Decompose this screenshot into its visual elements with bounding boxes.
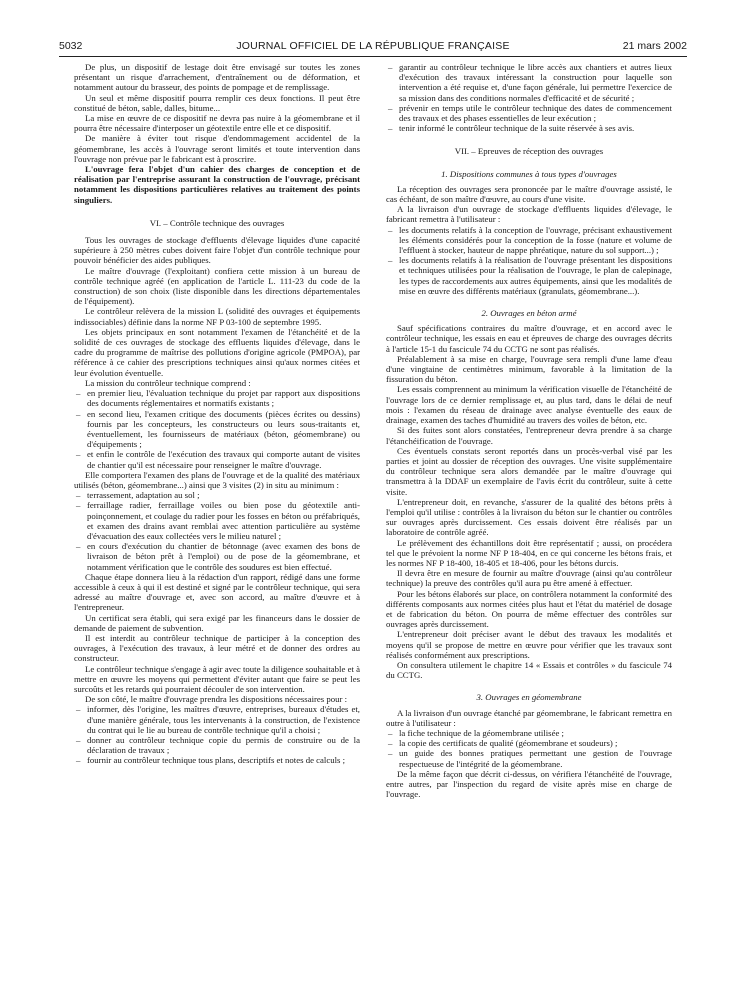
list-item: – fournir au contrôleur technique tous plans, descriptifs et notes de calculs ; bbox=[74, 755, 360, 765]
paragraph: Le prélèvement des échantillons doit être représentatif ; aussi, on procédera tel que le prévoient la norme NF P 18-404, en ce qui concerne les bétons frais, et les normes NF P 18-400, 18-405 et 18-406, pour les bétons durcis. bbox=[386, 537, 672, 568]
paragraph: Si des fuites sont alors constatées, l'entrepreneur devra prendre à sa charge l'étanchéification de l'ouvrage. bbox=[386, 425, 672, 446]
paragraph: Pour les bétons élaborés sur place, on contrôlera notamment la conformité des différents composants aux normes citées plus haut et l'état du matériel de dosage et de fabrication du béton. On pourra de même effectuer des contrôles sur ouvrages après durcissement. bbox=[386, 588, 672, 630]
header-rule bbox=[59, 56, 687, 57]
list-item: – ferraillage radier, ferraillage voiles ou bien pose du géotextile anti-poinçonnement, et coulage du radier pour les fosses en béton ou préfabriqués, et examen des drains avant remblai avec attention particulière au système d'évacuation des eaux collectées vers le milieu naturel ; bbox=[74, 500, 360, 541]
paragraph: De plus, un dispositif de lestage doit être envisagé sur toutes les zones présentant un risque d'arrachement, d'entraînement ou de déformation, et notamment autour du brasseur, des points de pompage et de remplissage. bbox=[74, 62, 360, 93]
paragraph: Il devra être en mesure de fournir au maître d'ouvrage (ainsi qu'au contrôleur technique) la preuve des contrôles qu'il aura pu être amené à effectuer. bbox=[386, 568, 672, 589]
right-column bbox=[386, 62, 672, 799]
paragraph: A la livraison d'un ouvrage de stockage d'effluents liquides d'élevage, le fabricant remettra à l'utilisateur : bbox=[386, 204, 672, 225]
paragraph: L'entrepreneur doit, en revanche, s'assurer de la qualité des bétons prêts à l'emploi qu'il utilise : contrôles à la livraison du béton sur le chantier ou contrôles sur ouvrages après durcissement. Ces essais doivent être réalisés par un laboratoire de contrôle agréé. bbox=[386, 496, 672, 538]
paragraph: Les essais comprennent au minimum la vérification visuelle de l'étanchéité de l'ouvrage lors de ce dernier remplissage et, au plus tard, dans le délai de neuf mois : l'examen du réseau de drainage avec analyse éventuelle des eaux de drainage, examen des taches d'humidité au travers des voiles de béton, etc. bbox=[386, 384, 672, 426]
paragraph: Un seul et même dispositif pourra remplir ces deux fonctions. Il peut être constitué de béton, sable, dalles, bitume... bbox=[74, 92, 360, 113]
list-item: – en cours d'exécution du chantier de bétonnage (avec examen des bons de livraison de béton prêt à l'emploi) ou de pose de la géomembrane, et notamment vérification que le contrôle des soudures est bien effectué. bbox=[74, 541, 360, 572]
paragraph: Préalablement à sa mise en charge, l'ouvrage sera rempli d'une lame d'eau d'une vingtaine de centimètres minimum, favorable à la limitation de la fissuration du béton. bbox=[386, 353, 672, 385]
list-item: – prévenir en temps utile le contrôleur technique des dates de commencement des travaux et des phases essentielles de leur exécution ; bbox=[386, 103, 672, 123]
paragraph: La mission du contrôleur technique comprend : bbox=[85, 377, 251, 388]
paragraph: Tous les ouvrages de stockage d'effluents d'élevage liquides d'une capacité supérieure à 250 mètres cubes doivent faire l'objet d'un contrôle technique pour pouvoir bénéficier des aides publiques. bbox=[74, 235, 360, 266]
subsection-heading-1: 1. Dispositions communes à tous types d'ouvrages bbox=[441, 168, 617, 179]
list-item: – les documents relatifs à la conception de l'ouvrage, précisant exhaustivement les éléments considérés pour la conception de la fosse (nature et volume de l'effluent à stocker, hauteur de nappe phréatique, nature du sol support...) ; bbox=[386, 225, 672, 256]
page-header bbox=[59, 40, 687, 56]
paragraph: De son côté, le maître d'ouvrage prendra les dispositions nécessaires pour : bbox=[85, 694, 348, 705]
paragraph: Il est interdit au contrôleur technique de participer à la conception des ouvrages, à l'exécution des travaux, à leur métré et de donner des ordres au constructeur. bbox=[74, 632, 360, 664]
section-heading-vi: VI. – Contrôle technique des ouvrages bbox=[149, 217, 285, 228]
paragraph: La mise en œuvre de ce dispositif ne devra pas nuire à la géomembrane et il pourra être nécessaire d'interposer un géotextile entre elle et ce dispositif. bbox=[74, 113, 360, 134]
paragraph: Ces éventuels constats seront reportés dans un procès-verbal visé par les parties et joint au dossier de réception des ouvrages. Une visite supplémentaire du contrôleur technique sera alors demandée par le maître d'ouvrage qui transmettra à la DDAF un exemplaire de l'avis écrit du contrôleur, suite à cette visite. bbox=[386, 445, 672, 497]
paragraph: Les objets principaux en sont notamment l'examen de l'étanchéité et de la solidité de ces ouvrages de stockage des effluents liquides d'élevage, dans le cadre du programme de maîtrise des pollutions d'origine agricole (PMPOA), par référence à ce cahier des prescriptions techniques ainsi qu'aux normes citées et leur évolution éventuelle. bbox=[74, 326, 360, 378]
geomembrane-docs-list bbox=[386, 728, 672, 769]
paragraph: Chaque étape donnera lieu à la rédaction d'un rapport, rédigé dans une forme accessible à ceux à qui il est destiné et signé par le contrôleur technique, qui sera adressé au maître d'ouvrage et, avec son accord, au maître d'œuvre et à l'entrepreneur. bbox=[74, 571, 360, 613]
list-item: – la copie des certificats de qualité (géomembrane et soudeurs) ; bbox=[386, 738, 672, 748]
paragraph: A la livraison d'un ouvrage étanché par géomembrane, le fabricant remettra en outre à l'utilisateur : bbox=[386, 707, 672, 728]
subsection-heading-2: 2. Ouvrages en béton armé bbox=[481, 308, 577, 319]
visits-list bbox=[74, 490, 360, 572]
publication-date: 21 mars 2002 bbox=[622, 40, 687, 52]
mission-list bbox=[74, 388, 360, 470]
left-column bbox=[74, 62, 360, 766]
page-number: 5032 bbox=[59, 40, 83, 52]
list-item: – en second lieu, l'examen critique des documents (pièces écrites ou dessins) fournis par les concepteurs, les constructeurs ou leurs sous-traitants et, éventuellement, les fournisseurs de matériaux (béton, géomembrane) ou d'équipements ; bbox=[74, 409, 360, 450]
delivery-docs-list bbox=[386, 225, 672, 296]
paragraph: Le contrôleur technique s'engage à agir avec toute la diligence souhaitable et à mettre en œuvre les moyens qui permettent d'éviter autant que faire se peut les surcoûts et les retards qui pourraient découler de son intervention. bbox=[74, 663, 360, 694]
section-heading-vii: VII. – Epreuves de réception des ouvrages bbox=[454, 146, 604, 157]
paragraph: Sauf spécifications contraires du maître d'ouvrage, et en accord avec le contrôleur technique, les essais en eau et épreuves de charge des ouvrages décrits à l'article 15-1 du fascicule 74 du CCTG ne sont pas réalisés. bbox=[386, 323, 672, 354]
paragraph: On consultera utilement le chapitre 14 « Essais et contrôles » du fascicule 74 du CCTG. bbox=[386, 659, 672, 681]
bold-paragraph: L'ouvrage fera l'objet d'un cahier des charges de conception et de réalisation par l'entreprise assurant la construction de l'ouvrage, précisant notamment les dispositions particulières relatives au traitement des points singuliers. bbox=[74, 164, 360, 205]
list-item: – terrassement, adaptation au sol ; bbox=[74, 490, 360, 500]
list-item: – garantir au contrôleur technique le libre accès aux chantiers et autres lieux d'exécution des travaux intéressant la construction pour laquelle son intervention a été requise et, d'une façon générale, lui permettre l'exercice de sa mission dans des conditions normales d'efficacité et de sécurité ; bbox=[386, 62, 672, 103]
paragraph: Un certificat sera établi, qui sera exigé par les financeurs dans le dossier de demande de paiement de subvention. bbox=[74, 612, 360, 633]
list-item: – les documents relatifs à la réalisation de l'ouvrage présentant les dispositions et techniques utilisées pour la réalisation de l'ouvrage, le plan de calepinage, les types de raccordements aux autres équipements, ainsi que les modalités de mise en œuvre des différents matériaux (granulats, géomembrane...). bbox=[386, 255, 672, 296]
subsection-heading-3: 3. Ouvrages en géomembrane bbox=[476, 692, 582, 703]
paragraph: Le maître d'ouvrage (l'exploitant) confiera cette mission à un bureau de contrôle technique agréé (en application de l'article L. 111-23 du code de la construction) de son choix (liste disponible dans les directions départementales de l'équipement). bbox=[74, 265, 360, 307]
owner-duties-list-cont bbox=[386, 62, 672, 133]
list-item: – tenir informé le contrôleur technique de la suite réservée à ses avis. bbox=[386, 123, 672, 133]
paragraph: Le contrôleur relèvera de la mission L (solidité des ouvrages et équipements indissociables) définie dans la norme NF P 03-100 de septembre 1995. bbox=[74, 306, 360, 327]
paragraph: De manière à éviter tout risque d'endommagement accidentel de la géomembrane, les accès à l'ouvrage seront limités et toute intervention dans l'ouvrage non prévue par le fabricant est à proscrire. bbox=[74, 133, 360, 164]
list-item: – la fiche technique de la géomembrane utilisée ; bbox=[386, 728, 672, 738]
list-item: – donner au contrôleur technique copie du permis de construire ou de la déclaration de travaux ; bbox=[74, 735, 360, 755]
list-item: – et enfin le contrôle de l'exécution des travaux qui comporte autant de visites de chantier qu'il est nécessaire pour renseigner le maître d'ouvrage. bbox=[74, 449, 360, 469]
list-item: – un guide des bonnes pratiques permettant une gestion de l'ouvrage respectueuse de l'intégrité de la géomembrane. bbox=[386, 748, 672, 768]
paragraph: Elle comportera l'examen des plans de l'ouvrage et de la qualité des matériaux utilisés (béton, géomembrane...) ainsi que 3 visites (2) in situ au minimum : bbox=[74, 469, 360, 490]
paragraph: L'entrepreneur doit préciser avant le début des travaux les modalités et moyens qu'il se propose de mettre en œuvre pour vérifier que les travaux sont réalisés conformément aux prescriptions. bbox=[386, 629, 672, 660]
paragraph: La réception des ouvrages sera prononcée par le maître d'ouvrage assisté, le cas échéant, de son maître d'œuvre, au cours d'une visite. bbox=[386, 183, 672, 205]
list-item: – informer, dès l'origine, les maîtres d'œuvre, entreprises, bureaux d'études et, d'une manière générale, tous les intervenants à la construction, de l'existence du contrat qui le lie au bureau de contrôle technique qu'il a choisi ; bbox=[74, 704, 360, 735]
paragraph: De la même façon que décrit ci-dessus, on vérifiera l'étanchéité de l'ouvrage, entre autres, par l'inspection du regard de visite après mise en charge de l'ouvrage. bbox=[386, 768, 672, 800]
owner-duties-list bbox=[74, 704, 360, 765]
list-item: – en premier lieu, l'évaluation technique du projet par rapport aux dispositions des documents réglementaires et normatifs existants ; bbox=[74, 388, 360, 408]
journal-title: JOURNAL OFFICIEL DE LA RÉPUBLIQUE FRANÇAISE bbox=[236, 40, 510, 52]
